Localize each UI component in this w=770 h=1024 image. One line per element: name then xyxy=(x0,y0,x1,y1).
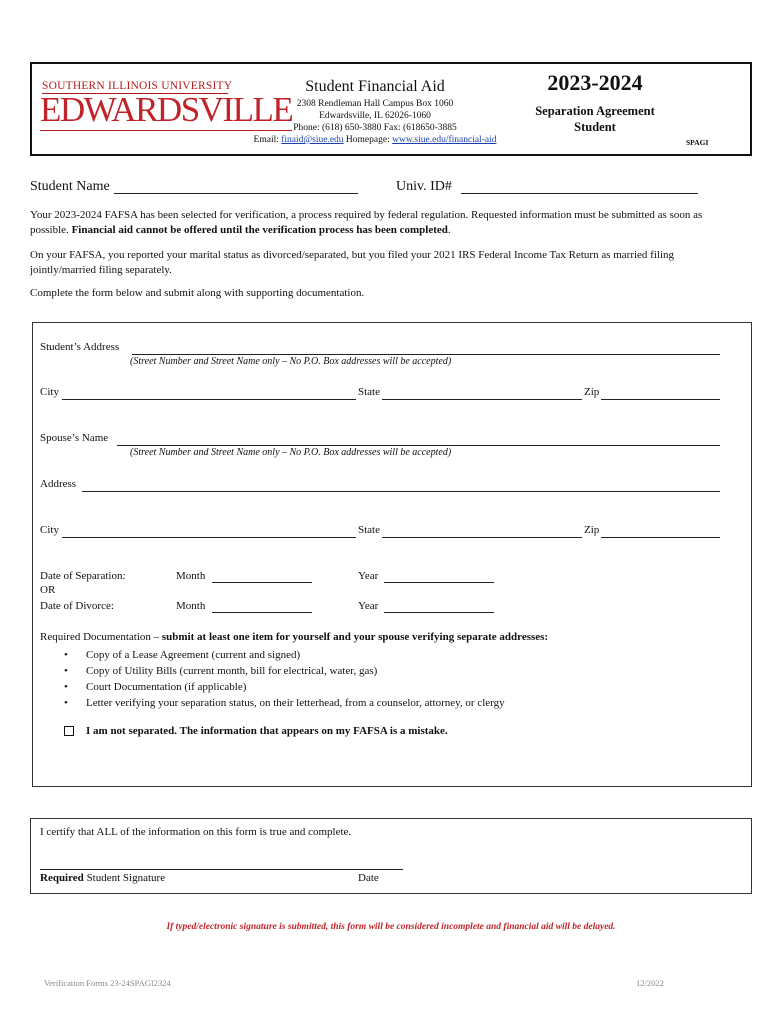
signature-line[interactable] xyxy=(40,869,403,870)
student-signature-label: Student Signature xyxy=(83,872,166,884)
spouse-address-hint: (Street Number and Street Name only – No P.O. Box addresses will be accepted) xyxy=(130,447,452,458)
email-label: Email: xyxy=(253,135,282,145)
signature-warning: If typed/electronic signature is submitted, this form will be considered incomplete and financial aid will be delayed. xyxy=(166,922,616,932)
intro-p1-bold: Financial aid cannot be offered until the verification process has been completed xyxy=(71,224,448,236)
student-name-field[interactable] xyxy=(114,193,358,194)
student-address-hint: (Street Number and Street Name only – No P.O. Box addresses will be accepted) xyxy=(130,356,452,367)
separation-year-field[interactable] xyxy=(384,582,494,583)
divorce-year-label: Year xyxy=(358,600,379,612)
spouse-zip-label: Zip xyxy=(584,524,600,536)
student-zip-field[interactable] xyxy=(601,399,720,400)
intro-paragraph-3: Complete the form below and submit along with supporting documentation. xyxy=(30,287,365,299)
intro-paragraph-1 xyxy=(30,208,720,238)
email-link[interactable]: finaid@siue.edu xyxy=(281,135,344,145)
required-doc-label: Required Documentation – xyxy=(40,631,162,643)
student-state-label: State xyxy=(358,386,380,398)
intro-p1-end: . xyxy=(447,224,451,236)
student-address-label: Student’s Address xyxy=(40,341,120,353)
required-documentation xyxy=(40,631,548,643)
student-city-field[interactable] xyxy=(62,399,356,400)
signature-label xyxy=(40,872,165,884)
form-title xyxy=(510,103,680,135)
spouse-name-field[interactable] xyxy=(117,445,720,446)
spouse-state-field[interactable] xyxy=(382,537,582,538)
date-divorce-label: Date of Divorce: xyxy=(40,600,114,612)
form-title-line-1: Separation Agreement xyxy=(535,104,655,118)
footer-date: 12/2022 xyxy=(636,978,664,988)
intro-p1-text: Your 2023-2024 FAFSA has been selected for verification, a process required by federal regulation. Requested information must be submitted as soon as possible. xyxy=(30,209,703,236)
office-address-2: Edwardsville, IL 62026-1060 xyxy=(319,111,431,121)
or-label: OR xyxy=(40,584,56,596)
spouse-city-field[interactable] xyxy=(62,537,356,538)
date-label: Date xyxy=(358,872,379,884)
homepage-link[interactable]: www.siue.edu/financial-aid xyxy=(392,135,497,145)
not-separated-checkbox[interactable] xyxy=(64,726,74,736)
date-separation-label: Date of Separation: xyxy=(40,570,126,582)
divorce-year-field[interactable] xyxy=(384,612,494,613)
footer-form-id: Verification Forms 23-24SPAGI2324 xyxy=(44,978,171,988)
office-phone-fax: Phone: (618) 650-3880 Fax: (618650-3885 xyxy=(293,123,457,133)
form-code: SPAGI xyxy=(686,138,709,147)
spouse-city-label: City xyxy=(40,524,59,536)
spouse-address-label: Address xyxy=(40,478,77,490)
divorce-month-label: Month xyxy=(176,600,206,612)
intro-paragraph-2: On your FAFSA, you reported your marital status as divorced/separated, but you filed your 2021 IRS Federal Income Tax Return as married filing jointly/married filing separately. xyxy=(30,249,675,276)
documentation-list xyxy=(60,647,505,711)
list-item: • Copy of a Lease Agreement (current and signed) xyxy=(60,647,505,663)
separation-year-label: Year xyxy=(358,570,379,582)
separation-month-field[interactable] xyxy=(212,582,312,583)
list-item: • Court Documentation (if applicable) xyxy=(60,679,505,695)
univ-id-label: Univ. ID# xyxy=(396,179,452,194)
spouse-name-label: Spouse’s Name xyxy=(40,432,109,444)
spouse-address-field[interactable] xyxy=(82,491,720,492)
spouse-zip-field[interactable] xyxy=(601,537,720,538)
list-item: • Letter verifying your separation status, on their letterhead, from a counselor, attorney, or clergy xyxy=(60,695,505,711)
student-state-field[interactable] xyxy=(382,399,582,400)
award-year: 2023-2024 xyxy=(547,70,643,95)
office-contact xyxy=(230,135,520,145)
form-box xyxy=(32,322,752,787)
homepage-label: Homepage: xyxy=(343,135,393,145)
required-doc-bold: submit at least one item for yourself and your spouse verifying separate addresses: xyxy=(161,631,549,643)
list-item: • Copy of Utility Bills (current month, bill for electrical, water, gas) xyxy=(60,663,505,679)
office-title: Student Financial Aid xyxy=(305,78,445,95)
certify-statement: I certify that ALL of the information on this form is true and complete. xyxy=(40,826,352,838)
not-separated-label: I am not separated. The information that appears on my FAFSA is a mistake. xyxy=(86,725,448,737)
divorce-month-field[interactable] xyxy=(212,612,312,613)
logo-edwardsville: EDWARDSVILLE xyxy=(40,90,293,129)
spouse-state-label: State xyxy=(358,524,380,536)
office-address-1: 2308 Rendleman Hall Campus Box 1060 xyxy=(296,99,454,109)
student-city-label: City xyxy=(40,386,59,398)
student-name-label: Student Name xyxy=(30,179,110,194)
univ-id-field[interactable] xyxy=(461,193,698,194)
logo-university-text: SOUTHERN ILLINOIS UNIVERSITY xyxy=(42,80,233,92)
separation-month-label: Month xyxy=(176,570,206,582)
required-bold: Required xyxy=(40,872,84,884)
student-zip-label: Zip xyxy=(584,386,600,398)
student-address-field[interactable] xyxy=(132,354,720,355)
form-title-line-2: Student xyxy=(574,120,616,134)
